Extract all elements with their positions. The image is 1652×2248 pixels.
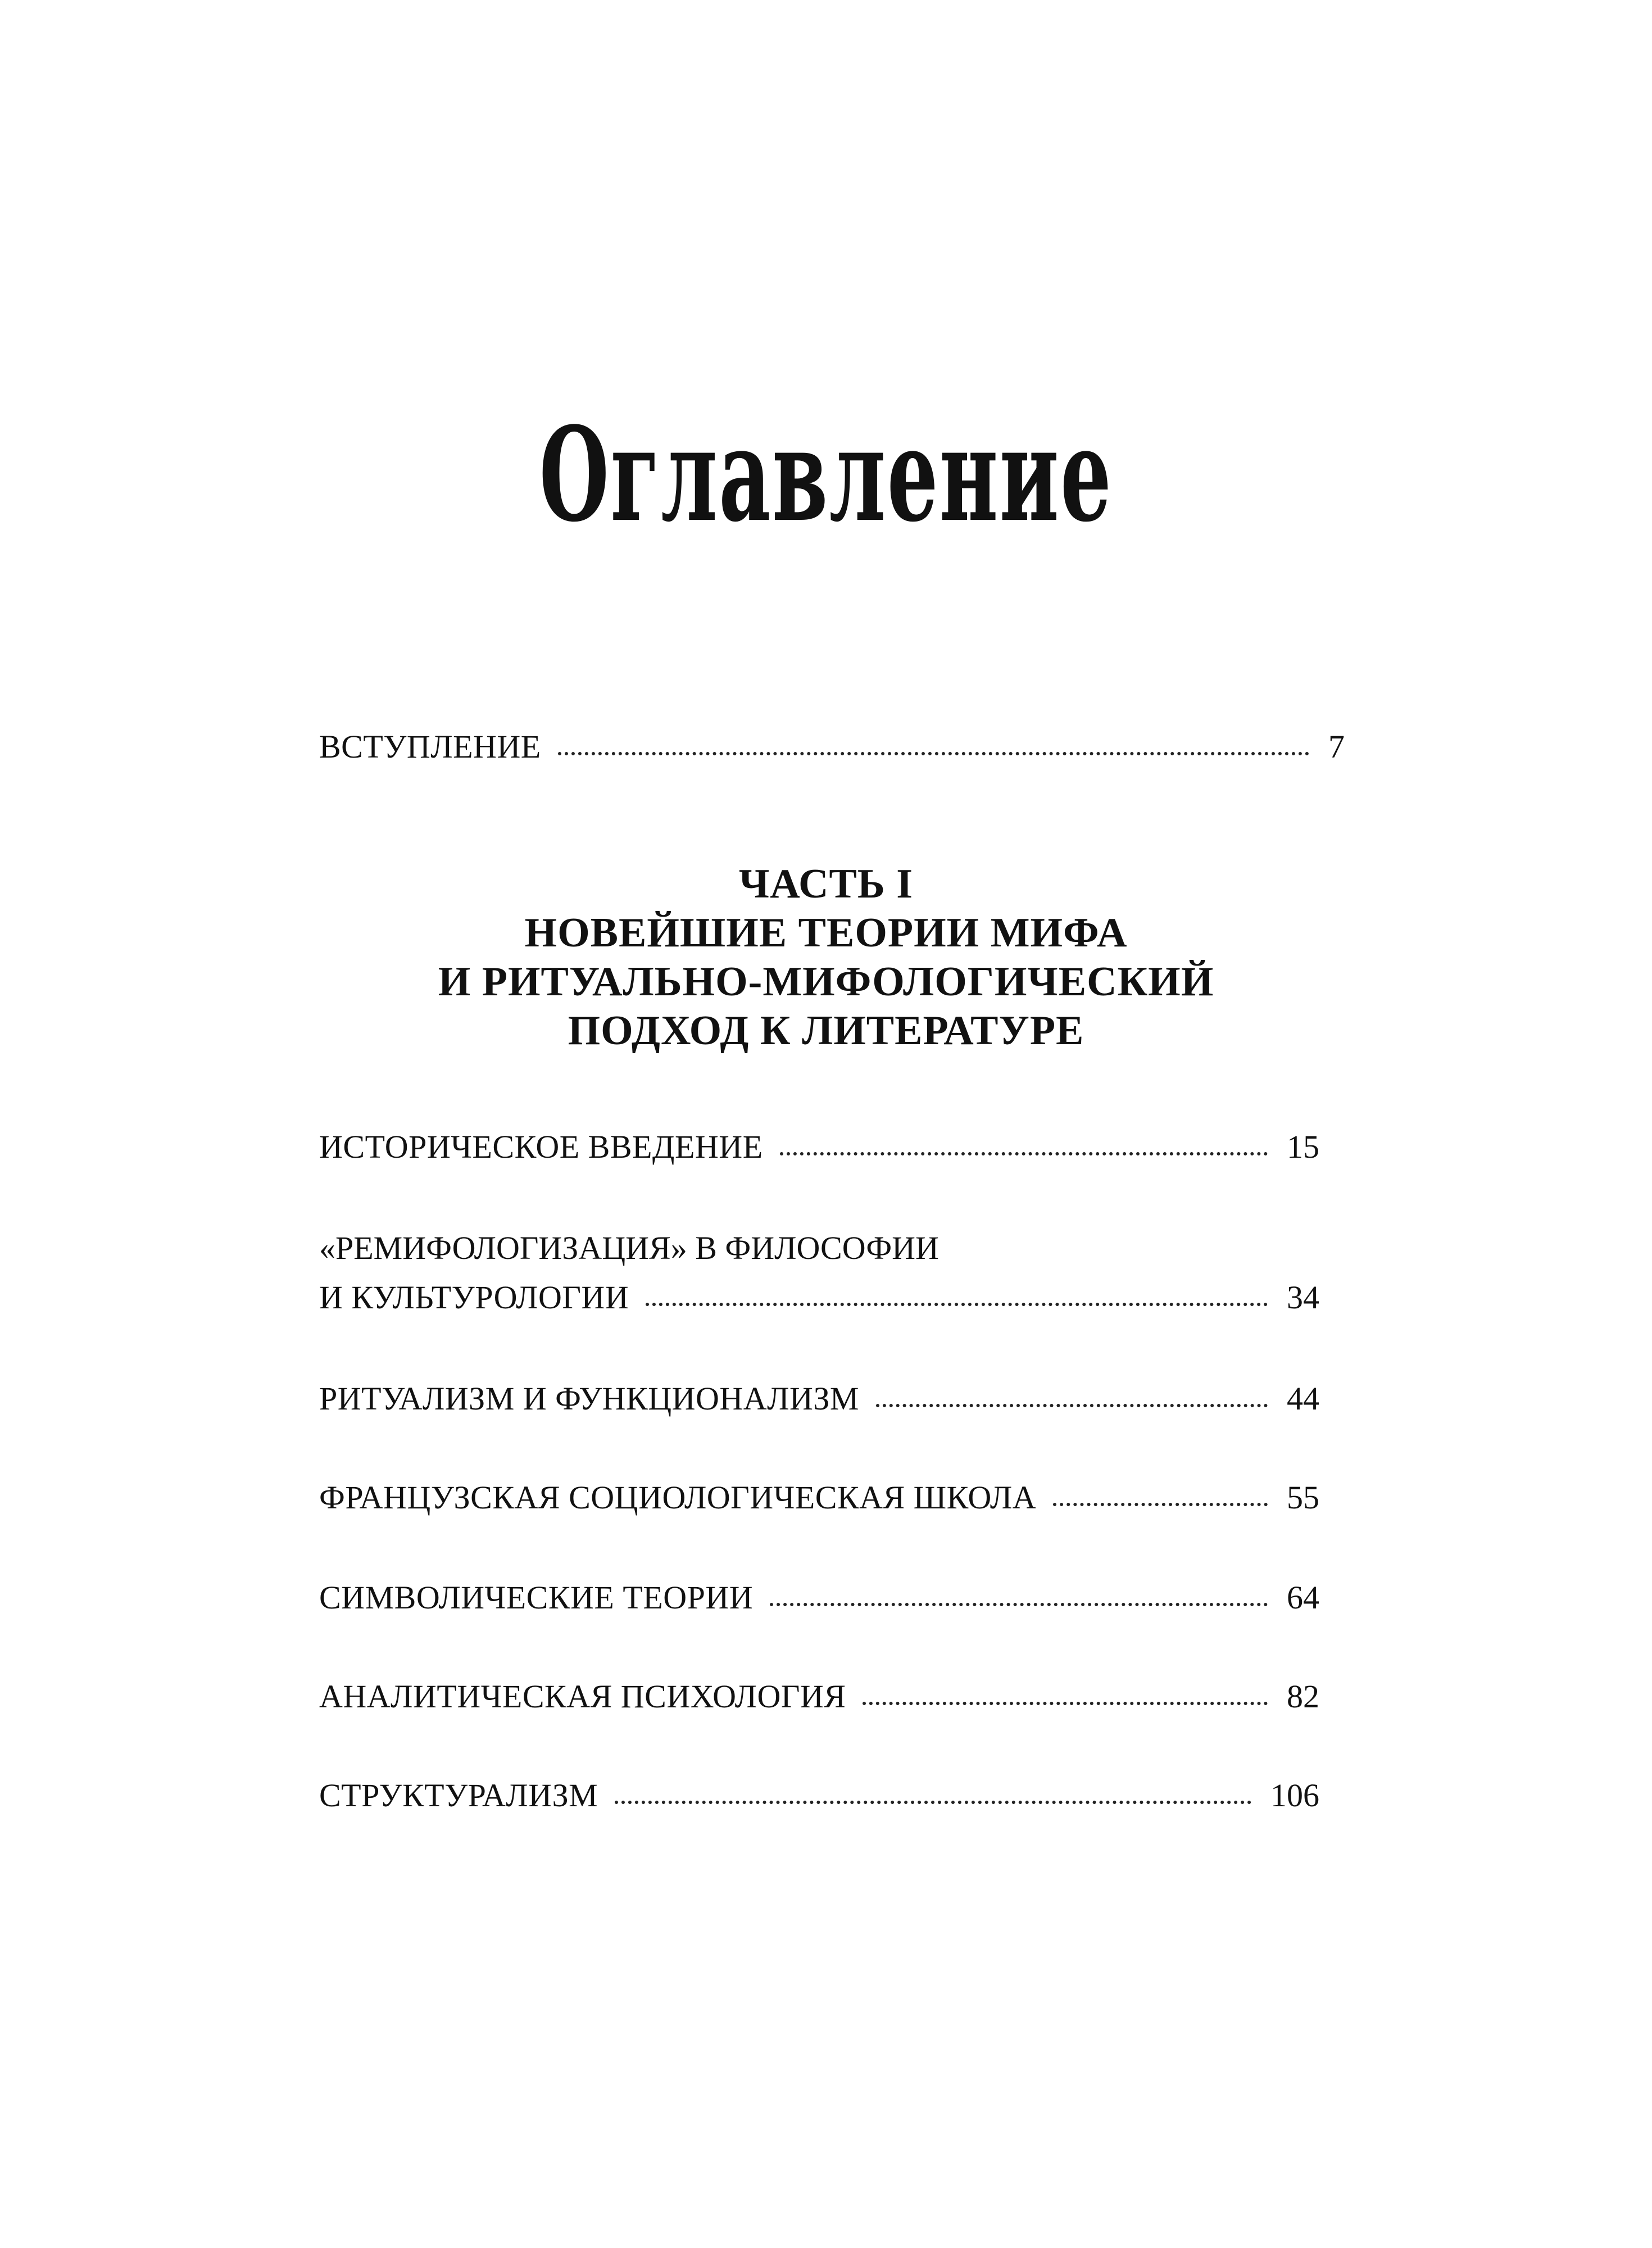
toc-page-number: 106 [1270,1777,1319,1814]
toc-entry-ritualism[interactable] [319,1380,1319,1417]
toc-entry-label: ФРАНЦУЗСКАЯ СОЦИОЛОГИЧЕСКАЯ ШКОЛА [319,1479,1037,1516]
toc-page-number: 15 [1287,1128,1319,1165]
toc-page-number: 55 [1287,1479,1319,1516]
toc-entry-label: СИМВОЛИЧЕСКИЕ ТЕОРИИ [319,1579,754,1616]
toc-page-number: 64 [1287,1579,1319,1616]
toc-entry-label: И КУЛЬТУРОЛОГИИ [319,1279,629,1316]
toc-page-number: 7 [1328,728,1345,765]
toc-entry-label: ИСТОРИЧЕСКОЕ ВВЕДЕНИЕ [319,1128,763,1165]
dot-leader [558,752,1309,755]
toc-page-number: 82 [1287,1678,1319,1715]
dot-leader [780,1152,1268,1155]
dot-leader [863,1702,1268,1705]
toc-page-number: 44 [1287,1380,1319,1417]
page-title: Оглавление [539,399,1113,551]
toc-entry-label: РИТУАЛИЗМ И ФУНКЦИОНАЛИЗМ [319,1380,860,1417]
dot-leader [876,1404,1268,1407]
toc-entry-label-line1: «РЕМИФОЛОГИЗАЦИЯ» В ФИЛОСОФИИ [319,1230,939,1266]
toc-entry-remythologization[interactable] [319,1281,1319,1314]
dot-leader [770,1603,1268,1606]
toc-entry-analytical-psychology[interactable] [319,1680,1319,1713]
toc-entry-label: СТРУКТУРАЛИЗМ [319,1777,598,1814]
part-heading-line: ПОДХОД К ЛИТЕРАТУРЕ [568,1008,1084,1054]
toc-entry-structuralism[interactable] [319,1779,1319,1812]
part-heading [0,860,1652,1055]
toc-page-number: 34 [1287,1279,1319,1316]
toc-entry-label: АНАЛИТИЧЕСКАЯ ПСИХОЛОГИЯ [319,1678,846,1715]
part-heading-line: ЧАСТЬ I [738,861,914,907]
part-heading-line: И РИТУАЛЬНО-МИФОЛОГИЧЕСКИЙ [438,959,1214,1005]
toc-entry-symbolic-theories[interactable] [319,1581,1319,1614]
dot-leader [1053,1503,1268,1506]
part-heading-line: НОВЕЙШИЕ ТЕОРИИ МИФА [524,910,1128,956]
toc-entry-french-school[interactable] [319,1481,1319,1514]
toc-entry-label: ВСТУПЛЕНИЕ [319,728,541,765]
dot-leader [646,1303,1268,1306]
toc-entry-intro[interactable] [319,728,1345,765]
toc-entry-historical-intro[interactable] [319,1128,1319,1165]
dot-leader [615,1801,1251,1804]
